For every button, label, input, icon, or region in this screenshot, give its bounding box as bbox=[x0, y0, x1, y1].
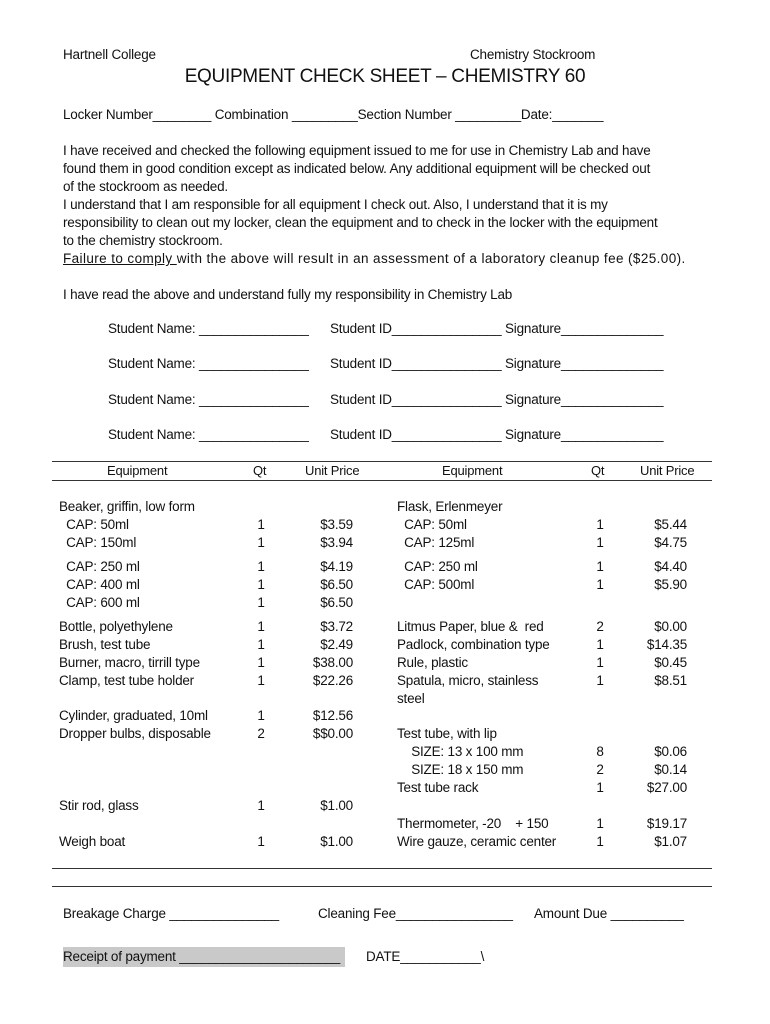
equipment-name-right: CAP: 125ml bbox=[397, 535, 475, 550]
equipment-price-left: $3.94 bbox=[320, 535, 353, 550]
equipment-qty-right: 1 bbox=[596, 535, 604, 550]
equipment-name-left: CAP: 150ml bbox=[59, 535, 137, 550]
student-name-field[interactable]: Student Name: _______________ bbox=[108, 321, 309, 336]
col-header-unit-price-right: Unit Price bbox=[640, 463, 695, 478]
agreement-line: responsibility to clean out my locker, clean the equipment and to check in the locker with the equipment bbox=[63, 215, 658, 230]
cleanup-fee-line bbox=[63, 250, 723, 268]
signature-field[interactable]: Signature______________ bbox=[505, 321, 664, 336]
equipment-qty-right: 1 bbox=[596, 780, 604, 795]
equipment-qty-left: 1 bbox=[257, 655, 265, 670]
equipment-name-right: Test tube, with lip bbox=[397, 726, 497, 741]
equipment-name-left: Bottle, polyethylene bbox=[59, 619, 173, 634]
equipment-qty-left: 1 bbox=[257, 517, 265, 532]
signature-field[interactable]: Signature______________ bbox=[505, 356, 664, 371]
equipment-name-right: CAP: 50ml bbox=[397, 517, 467, 532]
equipment-qty-left: 1 bbox=[257, 834, 265, 849]
table-header-rule bbox=[52, 480, 712, 481]
agreement-line: I have received and checked the following equipment issued to me for use in Chemistry Lab and have bbox=[63, 143, 651, 158]
equipment-qty-right: 1 bbox=[596, 834, 604, 849]
equipment-qty-right: 2 bbox=[596, 762, 604, 777]
acknowledgement-line: I have read the above and understand fully my responsibility in Chemistry Lab bbox=[63, 287, 513, 302]
equipment-price-right: $4.40 bbox=[654, 559, 687, 574]
agreement-line: I understand that I am responsible for all equipment I check out. Also, I understand that it is my bbox=[63, 197, 608, 212]
col-header-equipment-left: Equipment bbox=[107, 463, 168, 478]
signature-field[interactable]: Signature______________ bbox=[505, 392, 664, 407]
equipment-name-right: SIZE: 13 x 100 mm bbox=[397, 744, 524, 759]
agreement-line: to the chemistry stockroom. bbox=[63, 233, 223, 248]
col-header-unit-price-left: Unit Price bbox=[305, 463, 360, 478]
equipment-price-left: $1.00 bbox=[320, 834, 353, 849]
footer-top-rule bbox=[52, 886, 712, 887]
equipment-qty-left: 1 bbox=[257, 619, 265, 634]
col-header-equipment-right: Equipment bbox=[442, 463, 503, 478]
equipment-price-left: $2.49 bbox=[320, 637, 353, 652]
agreement-line: of the stockroom as needed. bbox=[63, 179, 228, 194]
equipment-qty-right: 8 bbox=[596, 744, 604, 759]
department-name: Chemistry Stockroom bbox=[470, 47, 596, 62]
student-id-field[interactable]: Student ID_______________ bbox=[330, 392, 502, 407]
table-bottom-rule bbox=[52, 868, 712, 869]
equipment-qty-right: 1 bbox=[596, 637, 604, 652]
equipment-name-left: Cylinder, graduated, 10ml bbox=[59, 708, 208, 723]
equipment-name-left: Beaker, griffin, low form bbox=[59, 499, 195, 514]
equipment-price-right: $5.44 bbox=[654, 517, 687, 532]
equipment-name-right: CAP: 500ml bbox=[397, 577, 475, 592]
equipment-qty-left: 1 bbox=[257, 535, 265, 550]
equipment-price-right: $8.51 bbox=[654, 673, 687, 688]
equipment-qty-left: 1 bbox=[257, 595, 265, 610]
equipment-qty-left: 1 bbox=[257, 798, 265, 813]
equipment-qty-left: 2 bbox=[257, 726, 265, 741]
equipment-price-left: $6.50 bbox=[320, 595, 353, 610]
breakage-charge-field[interactable]: Breakage Charge _______________ bbox=[63, 906, 279, 921]
equipment-name-right: Spatula, micro, stainless bbox=[397, 673, 539, 688]
equipment-name-left: Stir rod, glass bbox=[59, 798, 139, 813]
equipment-name-right: Padlock, combination type bbox=[397, 637, 550, 652]
equipment-qty-left: 1 bbox=[257, 559, 265, 574]
equipment-name-left: CAP: 400 ml bbox=[59, 577, 140, 592]
equipment-price-right: $14.35 bbox=[646, 637, 687, 652]
equipment-qty-right: 1 bbox=[596, 655, 604, 670]
cleanup-fee-text: with the above will result in an assessment of a laboratory cleanup fee ($25.00). bbox=[176, 251, 686, 266]
equipment-price-left: $3.72 bbox=[320, 619, 353, 634]
equipment-qty-left: 1 bbox=[257, 673, 265, 688]
equipment-name-left: CAP: 250 ml bbox=[59, 559, 140, 574]
student-name-field[interactable]: Student Name: _______________ bbox=[108, 392, 309, 407]
student-id-field[interactable]: Student ID_______________ bbox=[330, 427, 502, 442]
locker-info-line: Locker Number________ Combination _________Section Number _________Date:_______ bbox=[63, 107, 604, 122]
page-title: EQUIPMENT CHECK SHEET – CHEMISTRY 60 bbox=[184, 66, 586, 87]
student-id-field[interactable]: Student ID_______________ bbox=[330, 356, 502, 371]
equipment-price-right: $19.17 bbox=[646, 816, 687, 831]
equipment-price-left: $12.56 bbox=[312, 708, 353, 723]
equipment-price-left: $3.59 bbox=[320, 517, 353, 532]
equipment-price-left: $4.19 bbox=[320, 559, 353, 574]
equipment-price-right: $1.07 bbox=[654, 834, 687, 849]
equipment-name-right: SIZE: 18 x 150 mm bbox=[397, 762, 524, 777]
equipment-price-right: $5.90 bbox=[654, 577, 687, 592]
cleaning-fee-field[interactable]: Cleaning Fee________________ bbox=[318, 906, 513, 921]
equipment-price-left: $1.00 bbox=[320, 798, 353, 813]
equipment-qty-right: 1 bbox=[596, 517, 604, 532]
equipment-name-left: Weigh boat bbox=[59, 834, 126, 849]
student-name-field[interactable]: Student Name: _______________ bbox=[108, 427, 309, 442]
school-name: Hartnell College bbox=[63, 47, 156, 62]
equipment-name-left: Dropper bulbs, disposable bbox=[59, 726, 211, 741]
equipment-price-right: $0.06 bbox=[654, 744, 687, 759]
failure-to-comply-text: Failure to comply bbox=[63, 251, 177, 266]
equipment-price-left: $22.26 bbox=[312, 673, 353, 688]
equipment-qty-right: 1 bbox=[596, 559, 604, 574]
student-id-field[interactable]: Student ID_______________ bbox=[330, 321, 502, 336]
equipment-price-right: $27.00 bbox=[646, 780, 687, 795]
payment-date-field[interactable]: DATE___________\ bbox=[366, 949, 485, 964]
equipment-price-left: $38.00 bbox=[312, 655, 353, 670]
signature-field[interactable]: Signature______________ bbox=[505, 427, 664, 442]
equipment-qty-left: 1 bbox=[257, 577, 265, 592]
col-header-qty-left: Qt bbox=[253, 463, 267, 478]
equipment-price-right: $0.14 bbox=[654, 762, 687, 777]
equipment-name-right: steel bbox=[397, 691, 425, 706]
equipment-name-right: CAP: 250 ml bbox=[397, 559, 478, 574]
equipment-name-left: CAP: 50ml bbox=[59, 517, 129, 532]
equipment-qty-right: 1 bbox=[596, 673, 604, 688]
equipment-price-right: $0.00 bbox=[654, 619, 687, 634]
equipment-name-right: Test tube rack bbox=[397, 780, 479, 795]
equipment-name-right: Thermometer, -20 + 150 bbox=[397, 816, 549, 831]
equipment-price-left: $6.50 bbox=[320, 577, 353, 592]
equipment-price-left: $$0.00 bbox=[312, 726, 353, 741]
equipment-qty-left: 1 bbox=[257, 708, 265, 723]
amount-due-field[interactable]: Amount Due __________ bbox=[534, 906, 684, 921]
col-header-qty-right: Qt bbox=[591, 463, 605, 478]
agreement-line: found them in good condition except as indicated below. Any additional equipment will be checked out bbox=[63, 161, 651, 176]
equipment-name-right: Litmus Paper, blue & red bbox=[397, 619, 544, 634]
equipment-qty-left: 1 bbox=[257, 637, 265, 652]
equipment-name-right: Rule, plastic bbox=[397, 655, 468, 670]
equipment-qty-right: 1 bbox=[596, 816, 604, 831]
student-name-field[interactable]: Student Name: _______________ bbox=[108, 356, 309, 371]
equipment-name-left: Clamp, test tube holder bbox=[59, 673, 194, 688]
equipment-name-right: Wire gauze, ceramic center bbox=[397, 834, 557, 849]
receipt-of-payment-field[interactable]: Receipt of payment ______________________ bbox=[63, 949, 341, 964]
agreement-text bbox=[63, 142, 723, 268]
equipment-name-right: Flask, Erlenmeyer bbox=[397, 499, 503, 514]
equipment-price-right: $4.75 bbox=[654, 535, 687, 550]
table-top-rule bbox=[52, 461, 712, 462]
equipment-qty-right: 2 bbox=[596, 619, 604, 634]
equipment-price-right: $0.45 bbox=[654, 655, 687, 670]
equipment-qty-right: 1 bbox=[596, 577, 604, 592]
equipment-name-left: Burner, macro, tirrill type bbox=[59, 655, 200, 670]
equipment-name-left: Brush, test tube bbox=[59, 637, 151, 652]
equipment-name-left: CAP: 600 ml bbox=[59, 595, 140, 610]
